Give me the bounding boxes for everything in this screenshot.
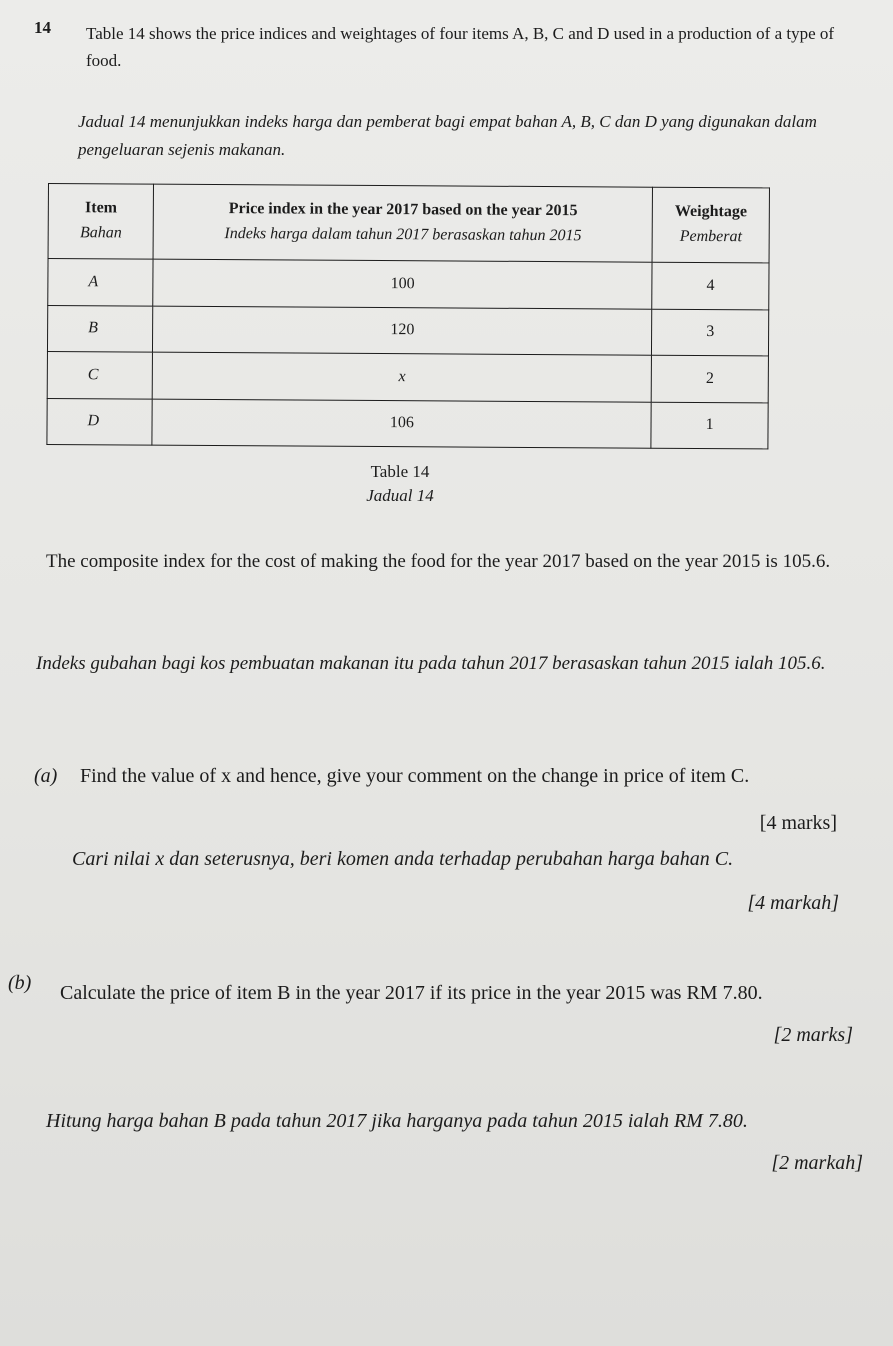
- header-weight-en: Weightage: [674, 202, 748, 221]
- row-weightage: 3: [652, 309, 769, 356]
- table-caption-malay: Jadual 14: [366, 486, 434, 505]
- header-price-ms: Indeks harga dalam tahun 2017 berasaskan tahun 2015: [224, 225, 582, 245]
- part-b-marks-malay: [2 markah]: [771, 1152, 863, 1174]
- part-b-label: (b): [8, 972, 32, 994]
- table-row: [47, 305, 768, 356]
- table-row: [47, 351, 768, 402]
- question-intro-malay: Jadual 14 menunjukkan indeks harga dan pemberat bagi empat bahan A, B, C dan D yang digunakan dalam pengeluaran sejenis makanan.: [78, 112, 817, 159]
- composite-index-english: The composite index for the cost of making the food for the year 2017 based on the year 2015 is 105.6.: [46, 551, 831, 572]
- header-weightage: [652, 187, 769, 263]
- header-price-en: Price index in the year 2017 based on the year 2015: [228, 200, 578, 220]
- table-header-row: [48, 184, 769, 263]
- part-b-marks-english: [2 marks]: [773, 1024, 853, 1046]
- row-weightage: 1: [651, 402, 768, 449]
- row-price-index: x: [153, 352, 652, 402]
- row-item: D: [47, 398, 153, 445]
- header-item-en: Item: [84, 199, 118, 217]
- table-row: [48, 259, 769, 310]
- part-b-question-english: Calculate the price of item B in the year 2017 if its price in the year 2015 was RM 7.80.: [60, 982, 763, 1004]
- part-a-question-english: Find the value of x and hence, give your comment on the change in price of item C.: [80, 765, 750, 787]
- header-price-index: [153, 184, 652, 262]
- row-item: A: [48, 259, 154, 306]
- row-price-index: 100: [153, 259, 652, 309]
- part-a-question-malay: Cari nilai x dan seterusnya, beri komen anda terhadap perubahan harga bahan C.: [72, 848, 734, 870]
- part-a-marks-english: [4 marks]: [759, 812, 837, 834]
- row-price-index: 120: [153, 306, 652, 356]
- part-a-marks-malay: [4 markah]: [747, 892, 839, 914]
- question-intro-english: Table 14 shows the price indices and weightages of four items A, B, C and D used in a production of a type of food.: [86, 24, 835, 70]
- table-caption-english: Table 14: [370, 462, 430, 481]
- composite-index-malay: Indeks gubahan bagi kos pembuatan makanan itu pada tahun 2017 berasaskan tahun 2015 ialah 105.6.: [36, 653, 826, 674]
- table-row: [47, 398, 768, 449]
- header-weight-ms: Pemberat: [679, 227, 742, 246]
- row-item: C: [47, 351, 153, 398]
- header-item-ms: Bahan: [79, 224, 122, 242]
- question-number: 14: [34, 18, 51, 37]
- header-item: [48, 184, 154, 260]
- price-index-table: [46, 183, 770, 449]
- row-weightage: 2: [651, 355, 768, 402]
- row-item: B: [47, 305, 153, 352]
- row-weightage: 4: [652, 262, 769, 309]
- part-a-label: (a): [34, 765, 58, 787]
- row-price-index: 106: [152, 399, 651, 449]
- part-b-question-malay: Hitung harga bahan B pada tahun 2017 jika harganya pada tahun 2015 ialah RM 7.80.: [46, 1110, 748, 1132]
